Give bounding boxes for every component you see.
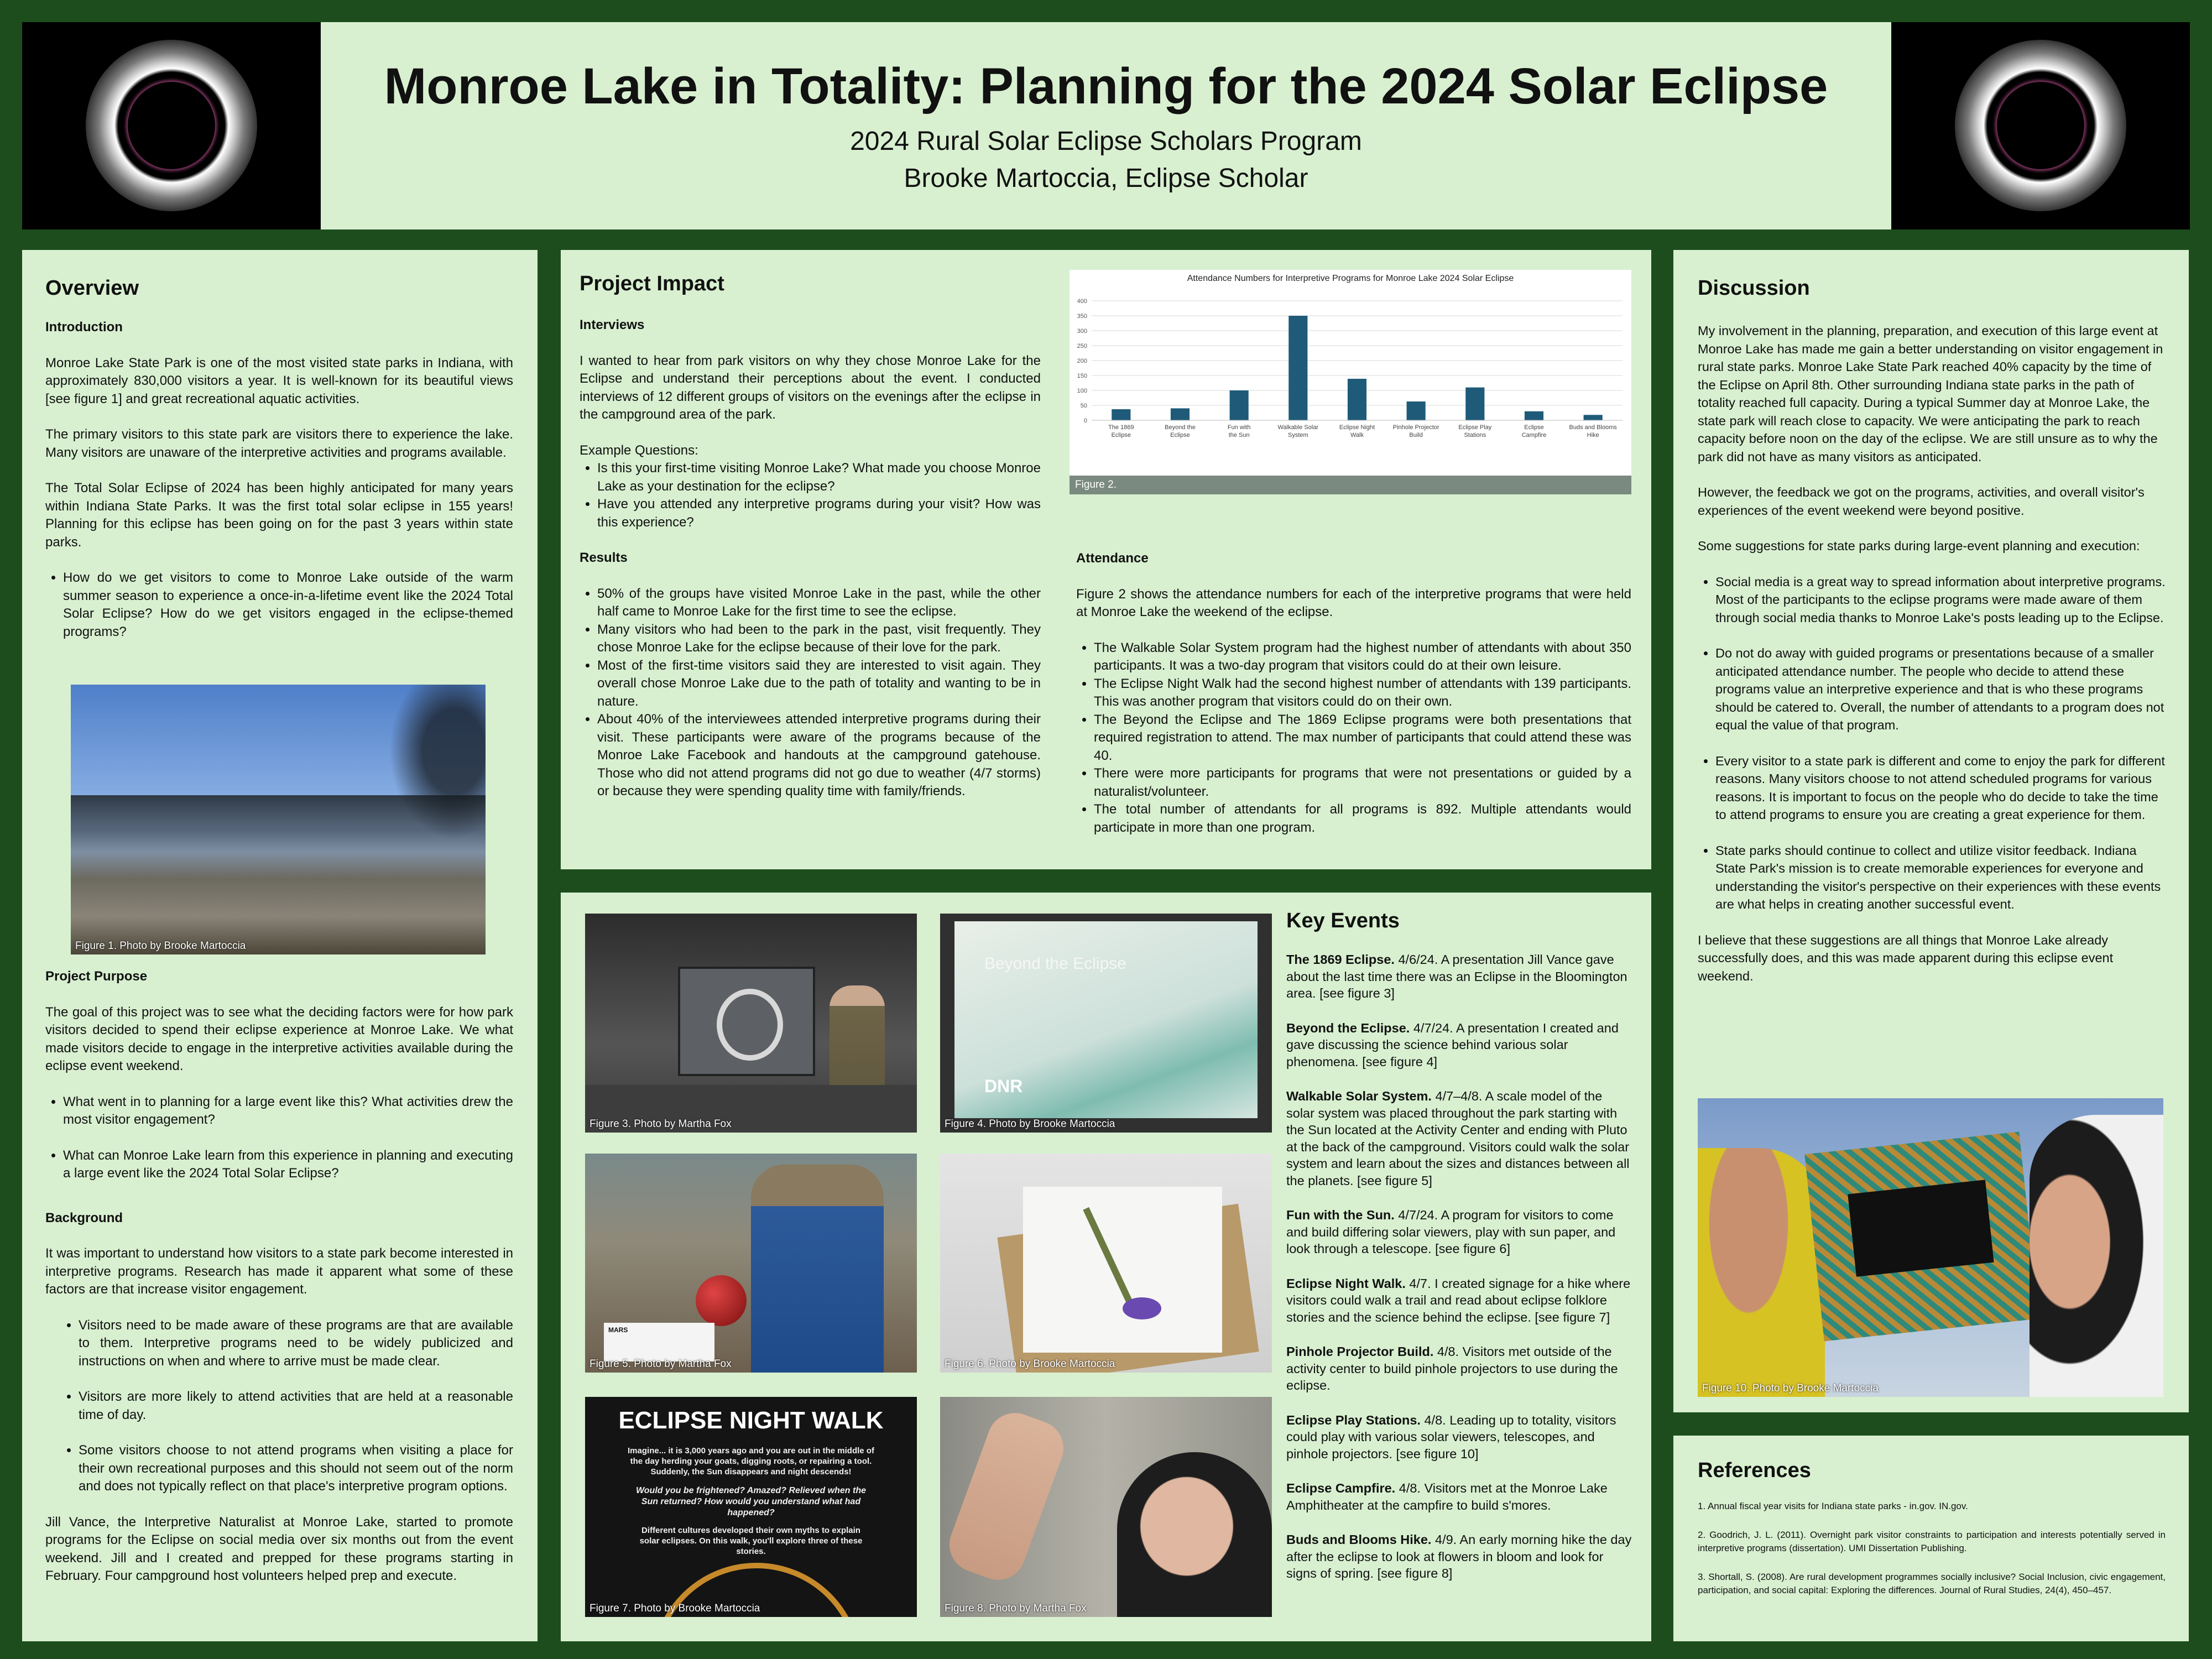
background-paragraph: It was important to understand how visitors to a state park become interested in interpretive programs. Research has made it apparent what some of these factors are that increase visitor engagement.: [45, 1246, 513, 1297]
attendance-bar-chart: [1070, 270, 1631, 476]
sun-paper: [1023, 1187, 1222, 1353]
mars-sign: [604, 1323, 714, 1361]
y-tick-label: 250: [1077, 343, 1087, 349]
results-heading: Results: [580, 550, 628, 565]
x-tick-label: Eclipse Play Stations: [1458, 424, 1492, 439]
key-events-panel: [561, 893, 1651, 1641]
discussion-bullet-3: • Every visitor to a state park is different and come to enjoy the park for different reasons. Many visitors choose to not attend scheduled programs for various reasons. It is important to focus on the people who do decide to take the time to attend programs to ensure you are creating a great experience for them.: [1715, 752, 2166, 824]
bar-8: [1525, 411, 1543, 420]
bar-9: [1584, 415, 1603, 420]
discussion-bullet-4: • State parks should continue to collect and utilize visitor feedback. Indiana State Park's mission is to create memorable experiences for everyone and understanding the visitor's perspective on their experiences with these events are what helps in creating another successful event.: [1715, 842, 2166, 914]
bar-1: [1112, 409, 1130, 420]
mars-model-ball: [696, 1275, 747, 1326]
background-paragraph-2: Jill Vance, the Interpretive Naturalist at Monroe Lake, started to promote programs for the Eclipse on social media over six months out from the event weekend. Jill and I created and prepped for these programs starting in February. Four campground host volunteers helped prep and execute.: [45, 1514, 513, 1583]
dnr-logo: DNR: [984, 1076, 1023, 1096]
key-event-6: Pinhole Projector Build. 4/8. Visitors met outside of the activity center to build pinhole projectors to use during the eclipse.: [1286, 1344, 1618, 1392]
reference-1: 1. Annual fiscal year visits for Indiana state parks - in.gov. IN.gov.: [1698, 1501, 1968, 1511]
poster-header: [22, 22, 2190, 229]
discussion-paragraph-2: However, the feedback we got on the programs, activities, and overall visitor's experiences of the event weekend were beyond positive.: [1698, 485, 2145, 518]
y-tick-label: 400: [1077, 298, 1087, 305]
impact-heading: Project Impact: [580, 272, 724, 295]
figure-1-lake-photo: [71, 685, 486, 954]
x-tick-label: Eclipse Campfire: [1521, 424, 1547, 439]
interviews-heading: Interviews: [580, 317, 645, 332]
discussion-heading: Discussion: [1698, 276, 1810, 300]
x-tick-label: Eclipse Night Walk: [1339, 424, 1375, 439]
figure-6-photo: [940, 1154, 1272, 1373]
volunteer-in-jacket: [751, 1165, 884, 1373]
reference-3: 3. Shortall, S. (2008). Are rural development programmes socially inclusive? Social Inclusion, civic engagement, participation, and social capital: Exploring the differences. Journal of Rural Studies, 24(4), 450–457.: [1698, 1572, 2166, 1595]
key-events-heading: Key Events: [1286, 909, 1400, 932]
figure-8-caption: Figure 8. Photo by Martha Fox: [945, 1603, 1087, 1614]
discussion-text: [1698, 322, 2166, 1003]
attendance-heading: Attendance: [1076, 551, 1149, 566]
key-event-1: The 1869 Eclipse. 4/6/24. A presentation Jill Vance gave about the last time there was an Eclipse in the Bloomington area. [see figure 3]: [1286, 952, 1627, 1000]
solar-filter: [1848, 1180, 1994, 1276]
bar-6: [1407, 401, 1426, 420]
hands: [942, 1405, 1071, 1588]
result-2: • Many visitors who had been to the park in the past, visit frequently. They chose Monroe Lake for the eclipse because of their love for the park.: [597, 621, 1041, 657]
key-event-3: Walkable Solar System. 4/7–4/8. A scale model of the solar system was placed throughout the park starting with the Sun located at the Activity Center and ending with Pluto at the back of the campground. Visitors could walk the solar system and learn about the sizes and distances between all the planets. [see figure 5]: [1286, 1089, 1630, 1188]
result-3: • Most of the first-time visitors said they are interested to visit again. They overall chose Monroe Lake due to the path of totality and wanting to be in nature.: [597, 657, 1041, 711]
chart-title: Attendance Numbers for Interpretive Programs for Monroe Lake 2024 Solar Eclipse: [1187, 274, 1514, 283]
attendance-bullet-4: • There were more participants for programs that were not presentations or guided by a naturalist/volunteer.: [1094, 765, 1631, 801]
overview-heading: Overview: [45, 276, 139, 300]
bar-2: [1171, 408, 1190, 420]
x-tick-label: The 1869 Eclipse: [1108, 424, 1134, 439]
bar-3: [1230, 390, 1249, 420]
discussion-paragraph-3: Some suggestions for state parks during large-event planning and execution:: [1698, 539, 2140, 553]
background-bullet-2: • Visitors are more likely to attend activities that are held at a reasonable time of day.: [79, 1388, 513, 1424]
result-1: • 50% of the groups have visited Monroe Lake in the past, while the other half came to Monroe Lake for the first time to see the eclipse.: [597, 585, 1041, 621]
x-tick-label: Beyond the Eclipse: [1165, 424, 1196, 439]
result-4: • About 40% of the interviewees attended interpretive programs during their visit. These participants were aware of the programs because of the Monroe Lake Facebook and handouts at the campground gatehouse. Those who did not attend programs did not go due to weather (4/7 storms) or because they were spending quality time with family/friends.: [597, 711, 1041, 801]
discussion-paragraph-1: My involvement in the planning, preparation, and execution of this large event at Monroe Lake has made me gain a better understanding on visitor engagement in rural state parks. Monroe Lake State Park reached 40% capacity by the time of the Eclipse on April 8th. Other surrounding Indiana state parks in the path of totality reached full capacity. During a typical Summer day at Monroe Lake, the state park will reach close to capacity. We were anticipating the park to reach capacity before noon on the day of the eclipse. We are still unsure as to why the park did not have as many visitors as anticipated.: [1698, 324, 2163, 464]
attendance-bullet-2: • The Eclipse Night Walk had the second highest number of attendants with 139 participants. This was another program that visitors could do on their own.: [1094, 675, 1631, 711]
projection-screen: [678, 967, 815, 1076]
poster-subtitle: 2024 Rural Solar Eclipse Scholars Program: [850, 127, 1362, 156]
references-heading: References: [1698, 1459, 1811, 1482]
purpose-paragraph: The goal of this project was to see what the deciding factors were for how park visitors decided to spend their eclipse experience at Monroe Lake. We what made visitors decide to engage in the interpretive activities available during the eclipse event weekend.: [45, 1004, 513, 1073]
reference-2: 2. Goodrich, J. L. (2011). Overnight park visitor constraints to participation and interests potentially served in interpretive programs (dissertation). UMI Dissertation Publishing.: [1698, 1530, 2166, 1553]
figure-7-caption: Figure 7. Photo by Brooke Martoccia: [589, 1603, 760, 1614]
background-bullet-3: • Some visitors choose to not attend programs when visiting a place for their own recreational purposes and this should not seem out of the norm and does not typically reflect on that place's interpretive program options.: [79, 1442, 513, 1496]
figure-1-caption: Figure 1. Photo by Brooke Martoccia: [75, 940, 246, 952]
figure-7-photo: [585, 1397, 917, 1617]
attendance-bullet-5: • The total number of attendants for all programs is 892. Multiple attendants would participate in more than one program.: [1094, 801, 1631, 837]
plant-stem: [1083, 1207, 1135, 1310]
slide-title: Beyond the Eclipse: [984, 954, 1126, 973]
y-tick-label: 0: [1083, 418, 1087, 424]
impact-text: [580, 316, 1041, 818]
background-bullet-1: • Visitors need to be made aware of these programs are that are available to them. Interpretive programs need to be widely publicized and instructions on when and where to arrive must be made clear.: [79, 1317, 513, 1371]
x-tick-label: Walkable Solar System: [1277, 424, 1319, 439]
figure-2-attendance-chart: [1070, 270, 1631, 476]
night-walk-sign-title: ECLIPSE NIGHT WALK: [618, 1407, 884, 1434]
key-event-8: Eclipse Campfire. 4/8. Visitors met at the Monroe Lake Amphitheater at the campfire to build s'mores.: [1286, 1481, 1608, 1512]
key-event-2: Beyond the Eclipse. 4/7/24. A presentation I created and gave discussing the science behind various solar phenomena. [see figure 4]: [1286, 1020, 1619, 1069]
flower: [1123, 1297, 1161, 1319]
interviews-paragraph: I wanted to hear from park visitors on why they chose Monroe Lake for the Eclipse and understand their perceptions about the event. I conducted interviews of 12 different groups of visitors on the evenings after the eclipse in the campground area of the park.: [580, 353, 1041, 422]
example-questions-label: Example Questions:: [580, 442, 698, 458]
intro-bullet: • How do we get visitors to come to Monroe Lake outside of the warm summer season to experience a once-in-a-lifetime event like the 2024 Total Solar Eclipse? How do we get visitors engaged in the eclipse-themed programs?: [63, 569, 513, 641]
eclipse-image-right: [1891, 22, 2190, 229]
y-tick-label: 200: [1077, 358, 1087, 364]
mars-sign-label: MARS: [608, 1326, 628, 1334]
attendance-text: [1076, 550, 1631, 854]
attendance-bullet-1: • The Walkable Solar System program had the highest number of attendants with about 350 participants. It was a two-day program that visitors could do at their own leisure.: [1094, 639, 1631, 675]
x-tick-label: Pinhole Projector Build: [1392, 424, 1439, 439]
bar-4: [1288, 316, 1307, 420]
intro-paragraph-1: Monroe Lake State Park is one of the most visited state parks in Indiana, with approximately 830,000 visitors a year. It is well-known for its beautiful views [see figure 1] and great recreational aquatic activities.: [45, 355, 513, 406]
purpose-bullet-2: • What can Monroe Lake learn from this experience in planning and executing a large event like the 2024 Total Solar Eclipse?: [63, 1147, 513, 1183]
overview-text-2: [45, 968, 513, 1603]
figure-10-photo: [1698, 1098, 2163, 1397]
discussion-bullet-2: • Do not do away with guided programs or presentations because of a smaller anticipated attendance number. The people who decide to attend these programs value an interpretive experience and that is who these programs should be catered to. Overall, the number of attendants to a program does not equal the value of that program.: [1715, 644, 2166, 734]
key-event-9: Buds and Blooms Hike. 4/9. An early morning hike the day after the eclipse to look at flowers in bloom and look for signs of spring. [see figure 8]: [1286, 1532, 1632, 1580]
slide-graphic: [717, 989, 783, 1061]
viewer-left: [1698, 1148, 1825, 1397]
y-tick-label: 150: [1077, 373, 1087, 379]
x-tick-label: Fun with the Sun: [1227, 424, 1251, 439]
question-2: • Have you attended any interpretive programs during your visit? How was this experience?: [597, 495, 1041, 531]
intro-paragraph-3: The Total Solar Eclipse of 2024 has been highly anticipated for many years within Indiana State Parks. It was the first total solar eclipse in 155 years! Planning for this eclipse has been going on for the past 3 years within state parks.: [45, 481, 513, 550]
hiker-face: [1117, 1452, 1272, 1617]
viewer-right: [2030, 1115, 2163, 1397]
figure-4-photo: [940, 914, 1272, 1133]
eclipse-image-left: [22, 22, 321, 229]
y-tick-label: 300: [1077, 328, 1087, 335]
intro-heading: Introduction: [45, 320, 123, 335]
poster-author: Brooke Martoccia, Eclipse Scholar: [904, 164, 1308, 193]
figure-5-caption: Figure 5. Photo by Martha Fox: [589, 1358, 732, 1370]
y-tick-label: 350: [1077, 313, 1087, 320]
figure-8-photo: [940, 1397, 1272, 1617]
purpose-bullet-1: • What went in to planning for a large event like this? What activities drew the most visitor engagement?: [63, 1093, 513, 1129]
overview-panel: [22, 250, 538, 1641]
overview-text: [45, 319, 513, 659]
discussion-panel: [1673, 250, 2189, 1412]
key-event-7: Eclipse Play Stations. 4/8. Leading up to totality, visitors could play with various solar viewers, telescopes, and pinhole projectors. [see figure 10]: [1286, 1412, 1616, 1461]
night-walk-sign-text-2: Would you be frightened? Amazed? Relieved when the Sun returned? How would you understand what had happened?: [635, 1486, 867, 1517]
projected-slide: [954, 921, 1258, 1118]
y-tick-label: 50: [1080, 403, 1087, 409]
bare-tree: [380, 685, 486, 851]
background-heading: Background: [45, 1210, 123, 1225]
bar-5: [1348, 379, 1366, 420]
key-event-4: Fun with the Sun. 4/7/24. A program for visitors to come and build differing solar viewers, play with sun paper, and look through a telescope. [see figure 6]: [1286, 1208, 1616, 1256]
solar-viewer-frame: [1804, 1132, 2038, 1342]
figure-5-photo: [585, 1154, 917, 1373]
figure-6-caption: Figure 6. Photo by Brooke Martoccia: [945, 1358, 1115, 1370]
figure-3-photo: [585, 914, 917, 1133]
poster-title: Monroe Lake in Totality: Planning for the 2024 Solar Eclipse: [384, 58, 1828, 114]
x-tick-label: Buds and Blooms Hike: [1569, 424, 1617, 439]
figure-10-caption: Figure 10. Photo by Brooke Martoccia: [1702, 1383, 1879, 1394]
intro-paragraph-2: The primary visitors to this state park are visitors there to experience the lake. Many visitors are unaware of the interpretive activities and programs available.: [45, 427, 513, 460]
bar-7: [1465, 388, 1484, 420]
attendance-paragraph: Figure 2 shows the attendance numbers for each of the interpretive programs that were held at Monroe Lake the weekend of the eclipse.: [1076, 586, 1631, 619]
discussion-bullet-1: • Social media is a great way to spread information about interpretive programs. Most of the participants to the eclipse programs were made aware of them through social media thanks to Monroe Lake's posts leading up to the Eclipse.: [1715, 573, 2166, 627]
figure-2-caption: Figure 2.: [1075, 479, 1117, 491]
figure-4-caption: Figure 4. Photo by Brooke Martoccia: [945, 1118, 1115, 1130]
key-event-5: Eclipse Night Walk. 4/7. I created signage for a hike where visitors could walk a trail and read about eclipse folklore stories and the science behind the eclipse. [see figure 7]: [1286, 1276, 1631, 1324]
references-list: [1698, 1500, 2166, 1613]
purpose-heading: Project Purpose: [45, 969, 148, 984]
attendance-bullet-3: • The Beyond the Eclipse and The 1869 Eclipse programs were both presentations that required registration to attend. The max number of participants that could attend these was 40.: [1094, 711, 1631, 765]
night-walk-sign-text-1: Imagine... it is 3,000 years ago and you are out in the middle of the day herding your goats, digging roots, or repairing a tool. Suddenly, the Sun disappears and night descends!: [628, 1446, 874, 1477]
key-events-list: [1286, 951, 1634, 1600]
project-impact-panel: [561, 250, 1651, 869]
night-walk-sign-text-3: Different cultures developed their own myths to explain solar eclipses. On this walk, you'll explore three of these stories.: [639, 1526, 863, 1556]
references-panel: [1673, 1436, 2189, 1641]
y-tick-label: 100: [1077, 388, 1087, 394]
figure-3-caption: Figure 3. Photo by Martha Fox: [589, 1118, 732, 1130]
question-1: • Is this your first-time visiting Monroe Lake? What made you choose Monroe Lake as your destination for the eclipse?: [597, 460, 1041, 495]
figure-2-caption-bar: [1070, 476, 1631, 494]
discussion-paragraph-4: I believe that these suggestions are all things that Monroe Lake already successfully does, and this was made apparent during this eclipse event weekend.: [1698, 932, 2114, 983]
